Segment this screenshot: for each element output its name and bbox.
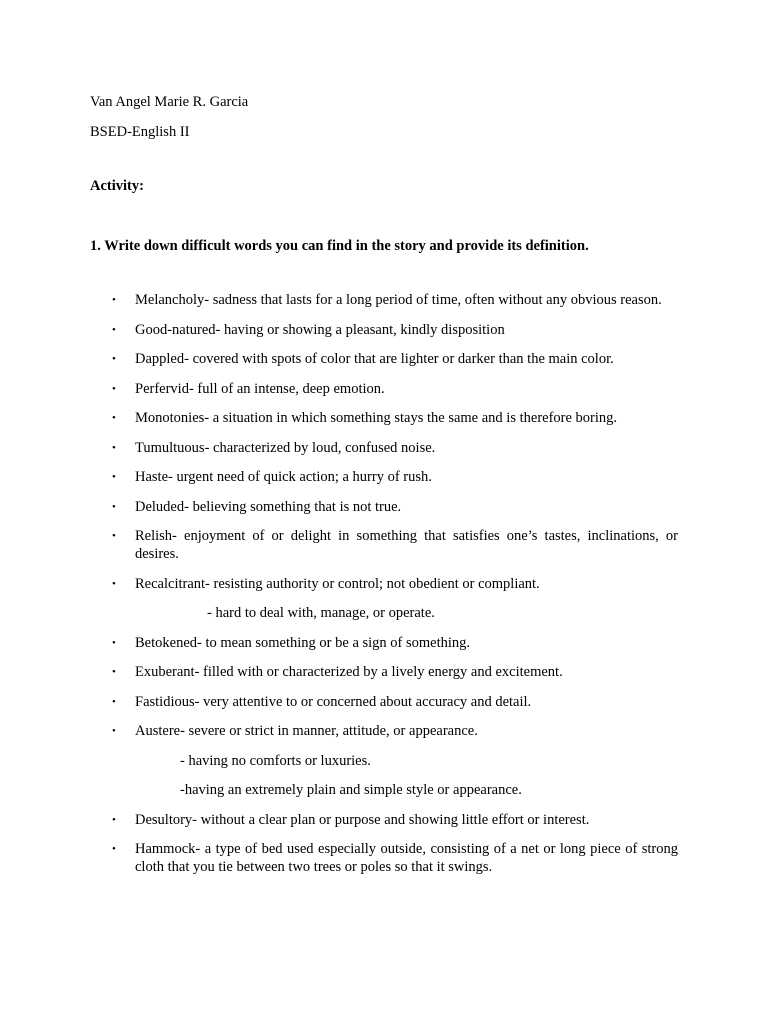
bullet-icon: • xyxy=(112,412,116,424)
list-item xyxy=(90,498,678,516)
list-item xyxy=(90,439,678,457)
bullet-icon: • xyxy=(112,294,116,306)
definition-text: Good-natured- having or showing a pleasant, kindly disposition xyxy=(135,321,505,338)
list-item xyxy=(90,634,678,652)
definition-text: Relish- enjoyment of or delight in something that satisfies one’s tastes, inclinations, or desires. xyxy=(135,528,678,562)
list-item xyxy=(90,291,678,309)
list-item xyxy=(90,380,678,398)
course-label: BSED-English II xyxy=(90,124,190,140)
bullet-icon: • xyxy=(112,382,116,395)
bullet-icon: • xyxy=(112,471,116,483)
list-item xyxy=(90,468,678,486)
definition-list xyxy=(90,291,678,593)
student-name: Van Angel Marie R. Garcia xyxy=(90,94,249,110)
bullet-icon: • xyxy=(112,577,116,590)
list-item xyxy=(90,527,678,563)
definition-text: Dappled- covered with spots of color that are lighter or darker than the main color. xyxy=(135,351,614,367)
sub-definition: - having no comforts or luxuries. xyxy=(180,752,371,769)
definition-text: Hammock- a type of bed used especially outside, consisting of a net or long piece of strong cloth that you tie between two trees or poles so that it swings. xyxy=(135,841,678,875)
bullet-icon: • xyxy=(112,530,116,542)
bullet-icon: • xyxy=(112,500,116,513)
bullet-icon: • xyxy=(112,353,116,365)
definition-text: Recalcitrant- resisting authority or control; not obedient or compliant. xyxy=(135,575,540,592)
bullet-icon: • xyxy=(112,441,116,454)
list-item xyxy=(90,693,678,711)
list-item xyxy=(90,840,678,876)
definition-text: Fastidious- very attentive to or concerned about accuracy and detail. xyxy=(135,693,532,710)
definition-text: Monotonies- a situation in which something stays the same and is therefore boring. xyxy=(135,410,618,426)
activity-heading: Activity: xyxy=(90,178,144,194)
bullet-icon: • xyxy=(112,725,116,737)
list-item xyxy=(90,811,678,829)
sub-definition: -having an extremely plain and simple style or appearance. xyxy=(180,782,522,798)
definition-text: Haste- urgent need of quick action; a hurry of rush. xyxy=(135,469,432,485)
bullet-icon: • xyxy=(112,666,116,678)
bullet-icon: • xyxy=(112,843,116,855)
bullet-icon: • xyxy=(112,813,116,826)
list-item xyxy=(90,722,678,740)
definition-text: Tumultuous- characterized by loud, confused noise. xyxy=(135,439,436,456)
bullet-icon: • xyxy=(112,695,116,708)
question-text: 1. Write down difficult words you can find in the story and provide its definition. xyxy=(90,238,589,254)
definition-text: Perfervid- full of an intense, deep emotion. xyxy=(135,380,385,397)
sub-definition: - hard to deal with, manage, or operate. xyxy=(207,605,435,621)
definition-list xyxy=(90,811,678,877)
list-item xyxy=(90,663,678,681)
bullet-icon: • xyxy=(112,323,116,336)
list-item xyxy=(90,409,678,427)
definition-text: Deluded- believing something that is not true. xyxy=(135,498,402,515)
definition-list xyxy=(90,634,678,741)
definition-text: Austere- severe or strict in manner, attitude, or appearance. xyxy=(135,723,478,739)
definition-text: Exuberant- filled with or characterized by a lively energy and excitement. xyxy=(135,664,563,680)
definition-text: Betokened- to mean something or be a sign of something. xyxy=(135,634,471,651)
list-item xyxy=(90,575,678,593)
list-item xyxy=(90,350,678,368)
bullet-icon: • xyxy=(112,636,116,649)
definition-text: Melancholy- sadness that lasts for a long period of time, often without any obvious reason. xyxy=(135,292,662,308)
definition-text: Desultory- without a clear plan or purpose and showing little effort or interest. xyxy=(135,811,590,828)
list-item xyxy=(90,321,678,339)
